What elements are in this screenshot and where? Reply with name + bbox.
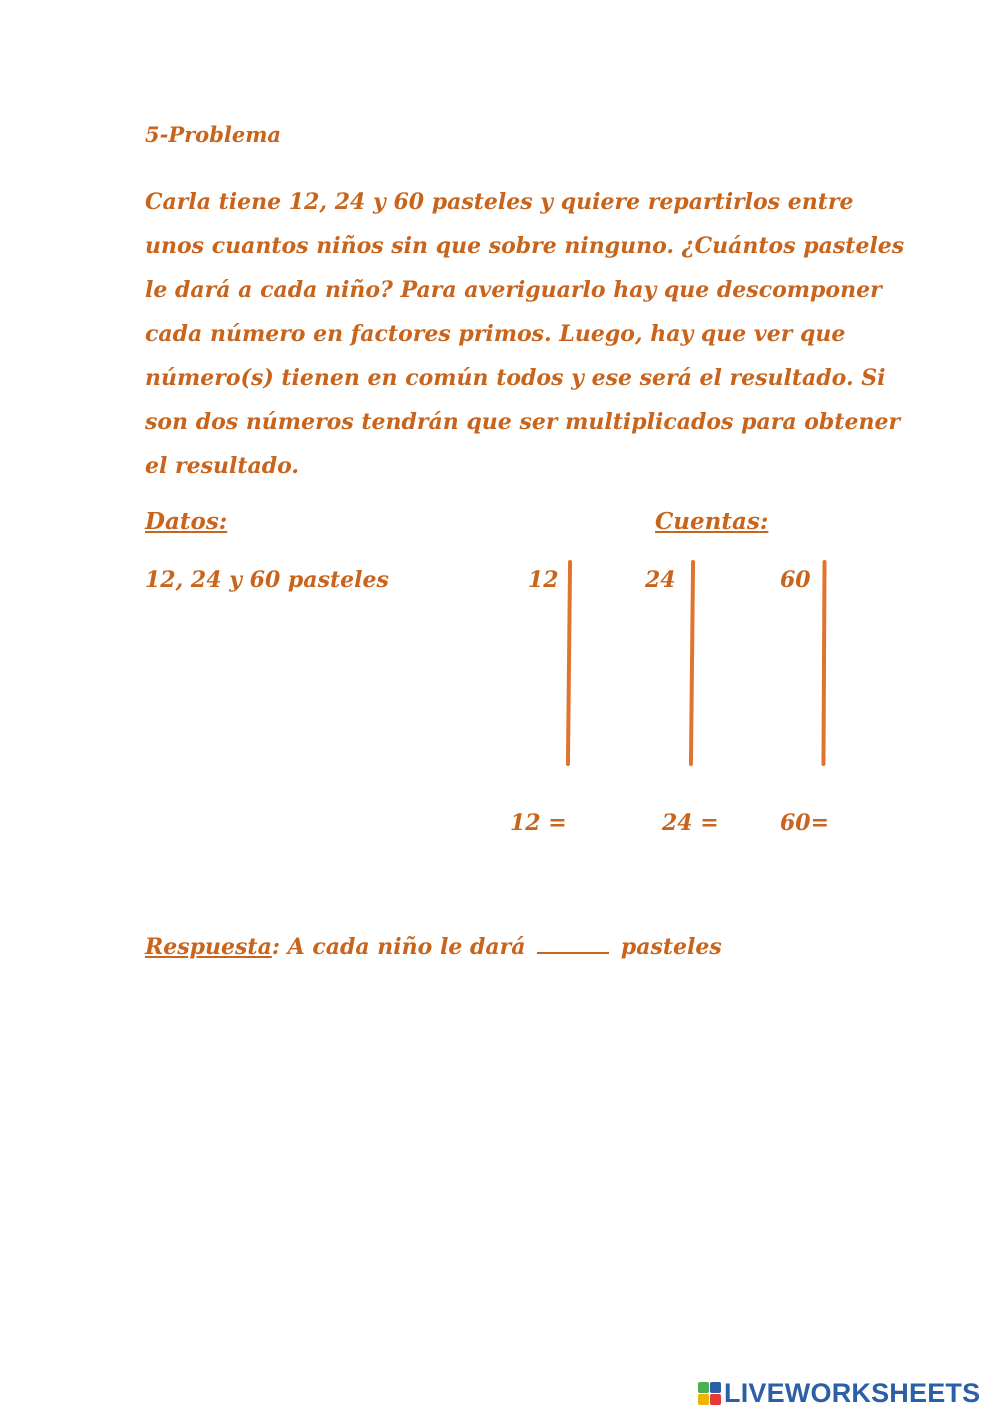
answer-label: Respuesta <box>145 934 272 960</box>
datos-colon: : <box>218 508 228 535</box>
problem-line: son dos números tendrán que ser multiplicados para obtener <box>145 409 901 435</box>
cuentas-heading <box>655 508 768 535</box>
problem-statement <box>145 180 905 488</box>
problem-line: número(s) tienen en común todos y ese será el resultado. Si <box>145 365 886 391</box>
problem-line: unos cuantos niños sin que sobre ninguno. ¿Cuántos pasteles <box>145 233 905 259</box>
answer-row <box>145 932 722 960</box>
liveworksheets-mark-icon <box>698 1382 721 1405</box>
factor-line-24 <box>689 560 695 766</box>
answer-suffix: pasteles <box>620 934 722 960</box>
problem-line: le dará a cada niño? Para averiguarlo hay que descomponer <box>145 277 882 303</box>
problem-title: 5-Problema <box>145 122 282 147</box>
liveworksheets-wordmark: LIVEWORKSHEETS <box>724 1377 981 1408</box>
number-60: 60 <box>780 567 811 593</box>
number-12: 12 <box>528 567 559 593</box>
factor-line-60 <box>821 560 826 766</box>
equation-24: 24 = <box>662 810 719 836</box>
datos-heading <box>145 508 227 535</box>
problem-line: Carla tiene 12, 24 y 60 pasteles y quiere repartirlos entre <box>145 189 854 215</box>
answer-prefix: : A cada niño le dará <box>271 934 526 960</box>
datos-value: 12, 24 y 60 pasteles <box>145 567 389 593</box>
cuentas-colon: : <box>759 508 769 535</box>
problem-line: cada número en factores primos. Luego, hay que ver que <box>145 321 846 347</box>
equation-60: 60= <box>780 810 830 836</box>
liveworksheets-logo <box>698 1378 980 1408</box>
cuentas-label: Cuentas <box>655 508 760 535</box>
problem-line: el resultado. <box>145 453 300 479</box>
number-24: 24 <box>645 567 676 593</box>
answer-blank-input[interactable] <box>537 932 609 954</box>
datos-label: Datos <box>145 508 219 535</box>
factor-line-12 <box>566 560 572 766</box>
equation-12: 12 = <box>510 810 567 836</box>
